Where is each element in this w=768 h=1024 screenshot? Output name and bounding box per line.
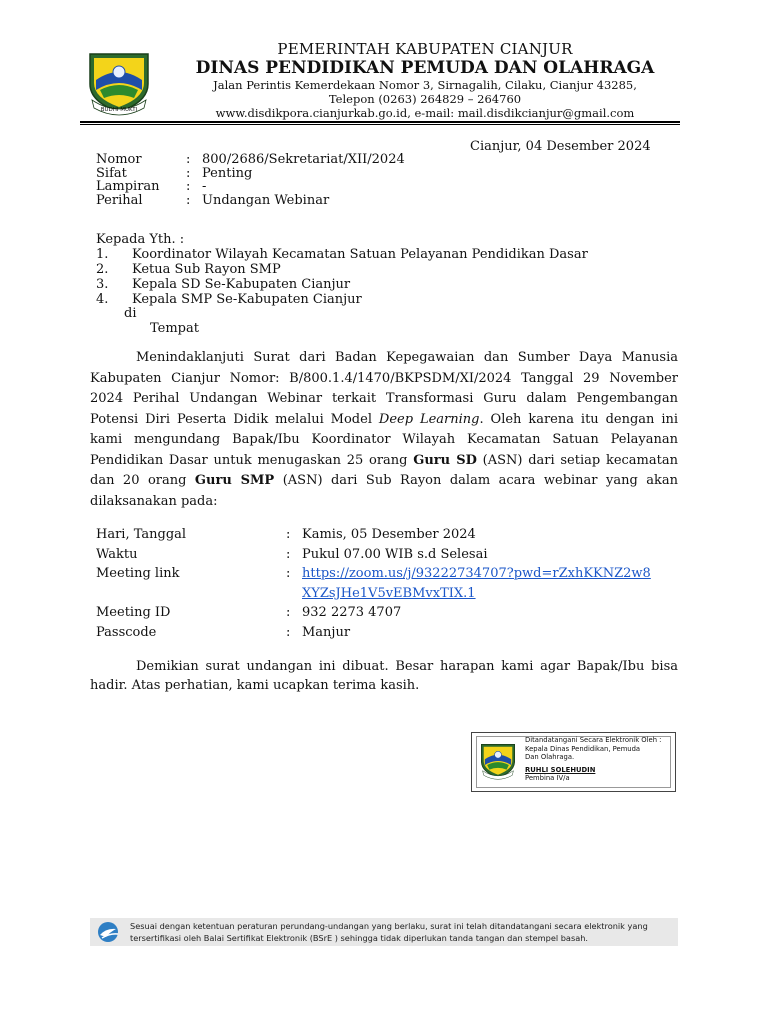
- detail-key: Meeting ID: [96, 605, 171, 620]
- body-italic-text: Deep Learning: [378, 411, 480, 427]
- detail-row-date: [96, 525, 651, 545]
- detail-colon: :: [286, 546, 291, 562]
- detail-value: Manjur: [302, 624, 351, 640]
- closing-paragraph: [90, 657, 678, 695]
- cianjur-coat-of-arms-logo: [84, 50, 154, 116]
- meta-row-nomor: [96, 153, 405, 167]
- detail-row-meeting-link: [96, 564, 651, 584]
- signer-name: RUHLI SOLEHUDIN: [525, 765, 596, 774]
- meta-key: Sifat: [96, 165, 127, 181]
- addressee-item: [96, 277, 588, 292]
- detail-row-meeting-link-cont: [96, 584, 651, 604]
- addressee-di: di: [124, 306, 137, 321]
- detail-value: Pukul 07.00 WIB s.d Selesai: [302, 546, 488, 562]
- detail-colon: :: [286, 605, 291, 620]
- bsre-logo-icon: [92, 920, 128, 944]
- body-text: . Oleh karena itu dengan ini kami mengundang Bapak/Ibu Koordinator Wilayah Kecamatan Satuan Pelayanan Pendidikan Dasar untuk menugaskan 25 orang: [90, 411, 679, 468]
- addressee-text: Kepala SD Se-Kabupaten Cianjur: [132, 277, 351, 292]
- list-number: 4.: [96, 292, 109, 307]
- detail-key-empty: [96, 584, 286, 604]
- letter-date: Cianjur, 04 Desember 2024: [470, 139, 651, 154]
- bsre-footer-notice: [90, 918, 678, 946]
- detail-row-meeting-id: [96, 603, 651, 623]
- addressee-tempat: Tempat: [150, 321, 199, 336]
- letter-meta: [96, 153, 405, 207]
- signature-line: Kepala Dinas Pendidikan, Pemuda: [525, 744, 641, 753]
- meta-key: Lampiran: [96, 179, 160, 194]
- addressee-intro: Kepada Yth. :: [96, 232, 185, 247]
- signature-line: Dan Olahraga.: [525, 753, 575, 762]
- body-text: (ASN) dari Sub Rayon dalam acara webinar yang akan dilaksanakan pada:: [90, 473, 679, 509]
- list-number: 2.: [96, 262, 109, 277]
- electronic-signature-box: [471, 732, 676, 792]
- meta-value: Undangan Webinar: [202, 192, 330, 208]
- detail-colon: :: [286, 566, 291, 581]
- meta-value: -: [202, 179, 207, 194]
- meta-colon: :: [186, 152, 191, 167]
- body-text: Menindaklanjuti Surat dari Badan Kepegawaian dan Sumber Daya Manusia Kabupaten Cianjur Nomor: B/800.1.4/1470/BKPSDM/XI/2024 Tanggal 29 November 2024 Perihal Undangan Webinar terkait Transformasi Guru dalam Pengembangan Potensi Diri Peserta Didik melalui Model: [90, 350, 678, 427]
- detail-key: Passcode: [96, 624, 157, 640]
- list-number: 3.: [96, 277, 109, 292]
- addressee-text: Koordinator Wilayah Kecamatan Satuan Pelayanan Pendidikan Dasar: [132, 247, 588, 262]
- body-text: (ASN) dari setiap kecamatan dan 20 orang: [90, 452, 678, 488]
- addressee-item: [96, 292, 588, 307]
- agency-web-email: www.disdikpora.cianjurkab.go.id, e-mail: mail.disdikcianjur@gmail.com: [215, 106, 635, 120]
- meta-row-sifat: [96, 167, 405, 181]
- government-name: PEMERINTAH KABUPATEN CIANJUR: [277, 40, 573, 58]
- addressee-block: [96, 232, 588, 307]
- addressee-text: Ketua Sub Rayon SMP: [132, 262, 281, 277]
- meeting-link-continued[interactable]: XYZsJHe1V5vEBMvxTIX.1: [302, 585, 476, 601]
- addressee-text: Kepala SMP Se-Kabupaten Cianjur: [132, 292, 362, 307]
- footer-text: [130, 921, 648, 944]
- meta-value: Penting: [202, 165, 253, 181]
- detail-value: 932 2273 4707: [302, 605, 402, 620]
- detail-colon: :: [286, 527, 291, 542]
- detail-row-time: [96, 545, 651, 565]
- meeting-link[interactable]: https://zoom.us/j/93222734707?pwd=rZxhKKNZ2w8: [302, 566, 651, 581]
- detail-key: Hari, Tanggal: [96, 527, 187, 542]
- detail-colon-empty: [286, 584, 302, 604]
- body-paragraph: [90, 348, 678, 512]
- meta-key: Perihal: [96, 192, 143, 208]
- letterhead: [160, 40, 690, 120]
- signer-rank: Pembina IV/a: [525, 774, 570, 783]
- footer-line: tersertifikasi oleh Balai Sertifikat Elektronik (BSrE ) sehingga tidak diperlukan tanda tangan dan stempel basah.: [130, 932, 589, 943]
- svg-text:BUDHI MUKTI: BUDHI MUKTI: [100, 107, 138, 113]
- letterhead-rule-thin: [80, 124, 680, 125]
- detail-key: Meeting link: [96, 566, 180, 581]
- meta-row-lampiran: [96, 180, 405, 194]
- addressee-item: [96, 247, 588, 262]
- agency-phone: Telepon (0263) 264829 – 264760: [328, 92, 522, 106]
- meta-colon: :: [186, 165, 191, 181]
- addressee-item: [96, 262, 588, 277]
- meta-key: Nomor: [96, 152, 142, 167]
- detail-key: Waktu: [96, 546, 138, 562]
- letterhead-rule-thick: [80, 121, 680, 123]
- meta-colon: :: [186, 192, 191, 208]
- meta-colon: :: [186, 179, 191, 194]
- body-bold-text: Guru SMP: [194, 473, 275, 488]
- agency-name: DINAS PENDIDIKAN PEMUDA DAN OLAHRAGA: [195, 58, 655, 78]
- detail-value: Kamis, 05 Desember 2024: [302, 527, 476, 542]
- signature-coat-of-arms-logo: [478, 740, 518, 782]
- meta-value: 800/2686/Sekretariat/XII/2024: [202, 152, 405, 167]
- signature-line: Ditandatangani Secara Elektronik Oleh :: [525, 736, 662, 744]
- detail-row-passcode: [96, 623, 651, 643]
- agency-address: Jalan Perintis Kemerdekaan Nomor 3, Sirnagalih, Cilaku, Cianjur 43285,: [213, 78, 637, 92]
- meta-row-perihal: [96, 194, 405, 208]
- signature-text: [525, 736, 661, 783]
- closing-text: Demikian surat undangan ini dibuat. Besar harapan kami agar Bapak/Ibu bisa hadir. Atas perhatian, kami ucapkan terima kasih.: [90, 659, 678, 693]
- body-bold-text: Guru SD: [413, 452, 477, 468]
- footer-line: Sesuai dengan ketentuan peraturan perundang-undangan yang berlaku, surat ini telah ditandatangani secara elektronik yang: [130, 921, 648, 931]
- event-details: [96, 525, 651, 642]
- detail-colon: :: [286, 624, 291, 640]
- list-number: 1.: [96, 247, 109, 262]
